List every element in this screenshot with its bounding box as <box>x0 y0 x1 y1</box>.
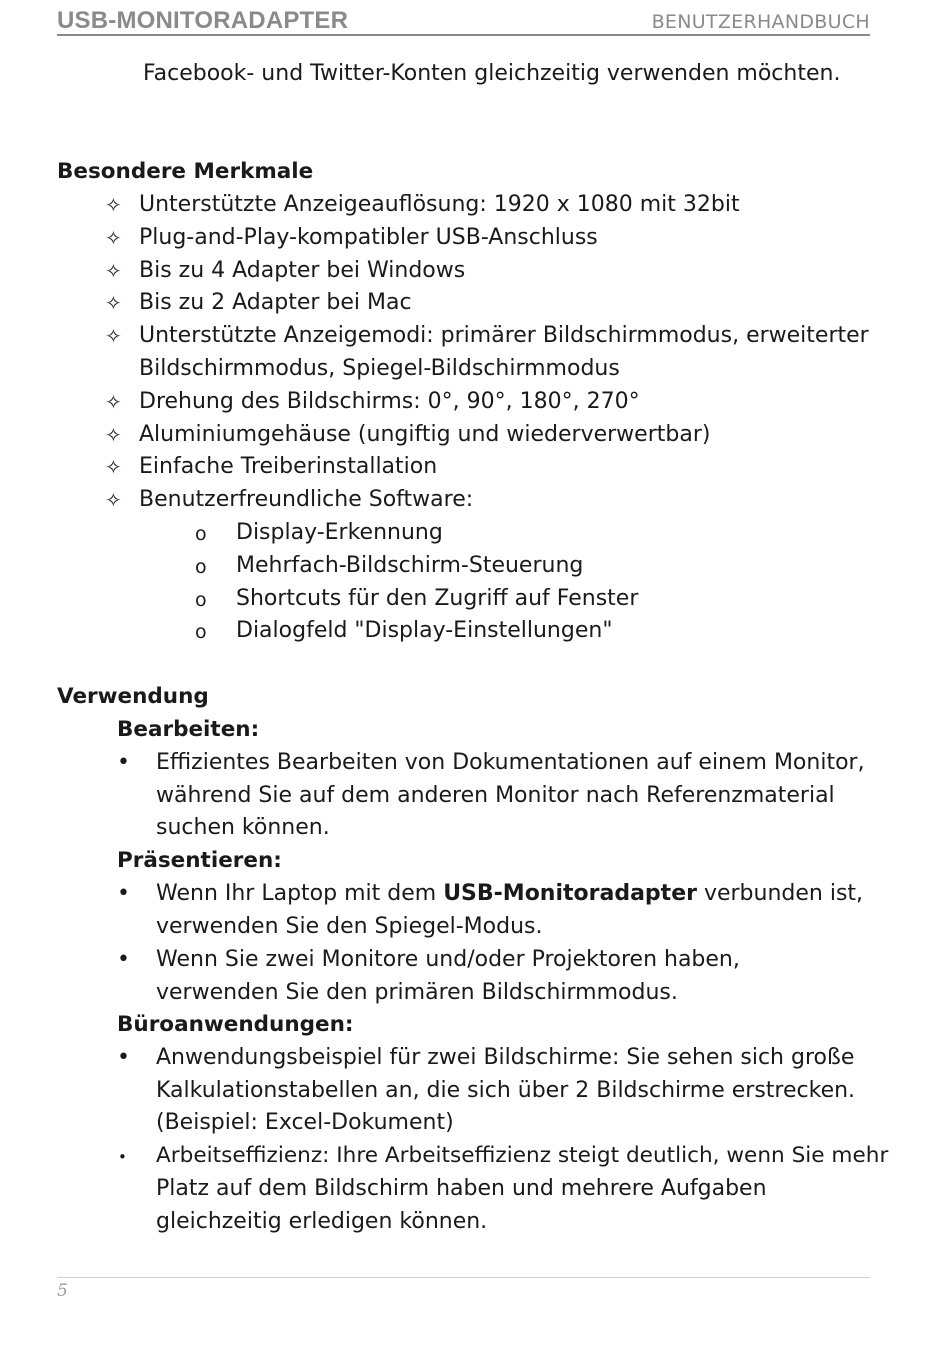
usage-heading: Verwendung <box>57 684 209 709</box>
star-bullet-icon: ✧ <box>105 390 122 414</box>
star-bullet-icon: ✧ <box>105 193 122 217</box>
feature-item: Unterstützte Anzeigemodi: primärer Bildschirmmodus, erweiterter <box>139 323 869 348</box>
circle-bullet-icon: o <box>195 621 207 643</box>
feature-item: Aluminiumgehäuse (ungiftig und wiederverwertbar) <box>139 422 711 447</box>
usage-text: Anwendungsbeispiel für zwei Bildschirme: Sie sehen sich große <box>156 1045 855 1070</box>
bullet-icon: • <box>117 947 130 972</box>
circle-bullet-icon: o <box>195 556 207 578</box>
star-bullet-icon: ✧ <box>105 259 122 283</box>
feature-item-continuation: Bildschirmmodus, Spiegel-Bildschirmmodus <box>139 356 620 381</box>
bullet-icon: • <box>117 750 130 775</box>
feature-item: Plug-and-Play-kompatibler USB-Anschluss <box>139 225 598 250</box>
star-bullet-icon: ✧ <box>105 291 122 315</box>
section-title: BENUTZERHANDBUCH <box>651 11 870 33</box>
usage-text: Wenn Sie zwei Monitore und/oder Projektoren haben, <box>156 947 740 972</box>
feature-subitem: Mehrfach-Bildschirm-Steuerung <box>236 553 584 578</box>
usage-text <box>156 880 863 908</box>
usage-text: Platz auf dem Bildschirm haben und mehrere Aufgaben <box>156 1176 767 1201</box>
star-bullet-icon: ✧ <box>105 423 122 447</box>
circle-bullet-icon: o <box>195 589 207 611</box>
star-bullet-icon: ✧ <box>105 488 122 512</box>
product-name: USB-Monitoradapter <box>443 881 697 906</box>
document-title: USB-MONITORADAPTER <box>57 7 349 34</box>
usage-text: gleichzeitig erledigen können. <box>156 1209 488 1234</box>
usage-text: suchen können. <box>156 815 330 840</box>
feature-item: Bis zu 4 Adapter bei Windows <box>139 258 466 283</box>
circle-bullet-icon: o <box>195 523 207 545</box>
feature-item: Benutzerfreundliche Software: <box>139 487 474 512</box>
star-bullet-icon: ✧ <box>105 324 122 348</box>
usage-text: verwenden Sie den Spiegel-Modus. <box>156 914 543 939</box>
usage-text-part: Wenn Ihr Laptop mit dem <box>156 881 444 906</box>
feature-subitem: Dialogfeld "Display-Einstellungen" <box>236 618 613 643</box>
footer-divider <box>57 1277 870 1278</box>
usage-text: Kalkulationstabellen an, die sich über 2 Bildschirme erstrecken. <box>156 1078 856 1103</box>
usage-text: Arbeitseffizienz: Ihre Arbeitseffizienz steigt deutlich, wenn Sie mehr <box>156 1143 889 1168</box>
usage-text: während Sie auf dem anderen Monitor nach Referenzmaterial <box>156 783 835 808</box>
feature-item: Unterstützte Anzeigeauflösung: 1920 x 1080 mit 32bit <box>139 192 740 217</box>
feature-subitem: Shortcuts für den Zugriff auf Fenster <box>236 586 639 611</box>
editing-heading: Bearbeiten: <box>117 717 260 742</box>
star-bullet-icon: ✧ <box>105 226 122 250</box>
star-bullet-icon: ✧ <box>105 455 122 479</box>
feature-subitem: Display-Erkennung <box>236 520 443 545</box>
feature-item: Einfache Treiberinstallation <box>139 454 438 479</box>
page-number: 5 <box>57 1281 68 1301</box>
bullet-icon: • <box>117 1045 130 1070</box>
usage-text: verwenden Sie den primären Bildschirmmodus. <box>156 980 678 1005</box>
office-heading: Büroanwendungen: <box>117 1012 354 1037</box>
feature-item: Drehung des Bildschirms: 0°, 90°, 180°, 270° <box>139 389 640 414</box>
usage-text-part: verbunden ist, <box>696 881 864 906</box>
bullet-icon: • <box>117 881 130 906</box>
usage-text: (Beispiel: Excel-Dokument) <box>156 1110 454 1135</box>
feature-item: Bis zu 2 Adapter bei Mac <box>139 290 412 315</box>
bullet-icon: • <box>118 1148 127 1166</box>
page-header <box>57 4 870 36</box>
usage-text: Effizientes Bearbeiten von Dokumentationen auf einem Monitor, <box>156 750 865 775</box>
presenting-heading: Präsentieren: <box>117 848 282 873</box>
features-heading: Besondere Merkmale <box>57 159 314 184</box>
intro-text: Facebook- und Twitter-Konten gleichzeitig verwenden möchten. <box>143 61 841 86</box>
